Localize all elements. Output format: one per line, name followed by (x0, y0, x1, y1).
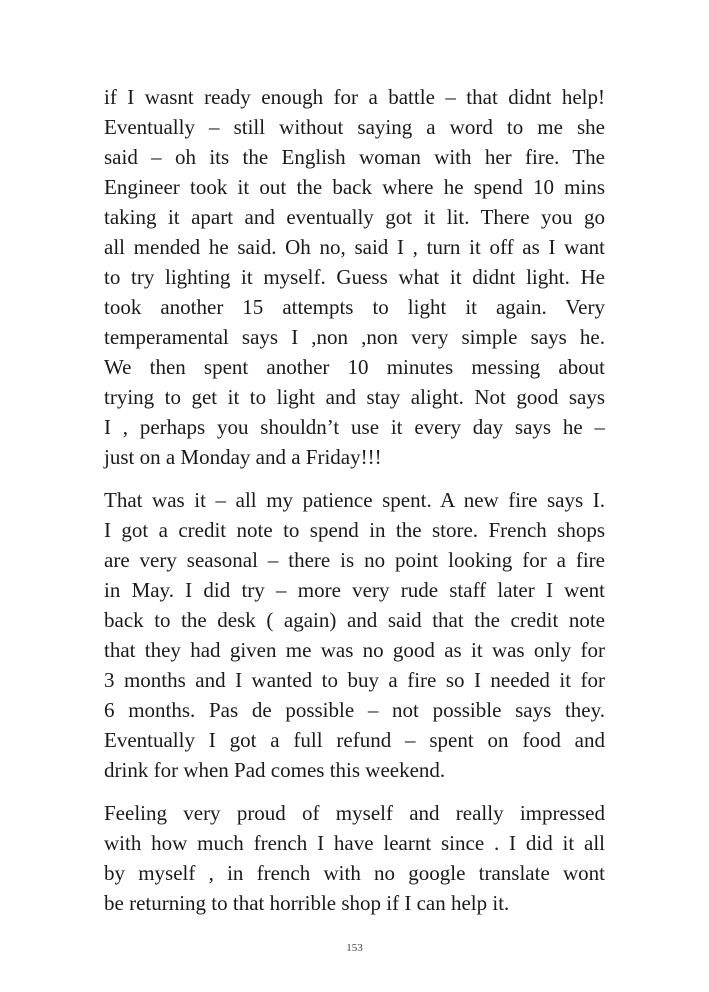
paragraph-2 (104, 485, 605, 785)
text-line: with how much french I have learnt since . I did it all (104, 831, 605, 855)
text-line: in May. I did try – more very rude staff later I went (104, 578, 605, 602)
text-line: back to the desk ( again) and said that the credit note (104, 608, 605, 632)
text-line: Engineer took it out the back where he spend 10 mins (104, 175, 605, 199)
text-line: taking it apart and eventually got it lit. There you go (104, 205, 605, 229)
text-line: Eventually I got a full refund – spent on food and (104, 728, 605, 752)
text-line: Feeling very proud of myself and really impressed (104, 801, 605, 825)
text-line: be returning to that horrible shop if I can help it. (104, 891, 510, 915)
text-line: that they had given me was no good as it was only for (104, 638, 605, 662)
text-line: took another 15 attempts to light it again. Very (104, 295, 605, 319)
text-line: That was it – all my patience spent. A new fire says I. (104, 488, 605, 512)
text-line: are very seasonal – there is no point looking for a fire (104, 548, 605, 572)
text-line: 3 months and I wanted to buy a fire so I needed it for (104, 668, 605, 692)
page-number: 153 (346, 942, 363, 954)
text-line: just on a Monday and a Friday!!! (104, 445, 382, 469)
paragraph-3 (104, 798, 605, 918)
paragraph-1 (104, 82, 605, 472)
text-line: Eventually – still without saying a word to me she (104, 115, 605, 139)
text-line: I got a credit note to spend in the store. French shops (104, 518, 605, 542)
body-text (104, 82, 605, 931)
text-line: if I wasnt ready enough for a battle – that didnt help! (104, 85, 605, 109)
text-line: all mended he said. Oh no, said I , turn it off as I want (104, 235, 605, 259)
text-line: drink for when Pad comes this weekend. (104, 758, 446, 782)
text-line: to try lighting it myself. Guess what it didnt light. He (104, 265, 605, 289)
text-line: said – oh its the English woman with her fire. The (104, 145, 605, 169)
text-line: trying to get it to light and stay alight. Not good says (104, 385, 605, 409)
text-line: 6 months. Pas de possible – not possible says they. (104, 698, 605, 722)
text-line: temperamental says I ,non ,non very simple says he. (104, 325, 605, 349)
text-line: We then spent another 10 minutes messing about (104, 355, 605, 379)
text-line: I , perhaps you shouldn’t use it every day says he – (104, 415, 605, 439)
text-line: by myself , in french with no google translate wont (104, 861, 605, 885)
